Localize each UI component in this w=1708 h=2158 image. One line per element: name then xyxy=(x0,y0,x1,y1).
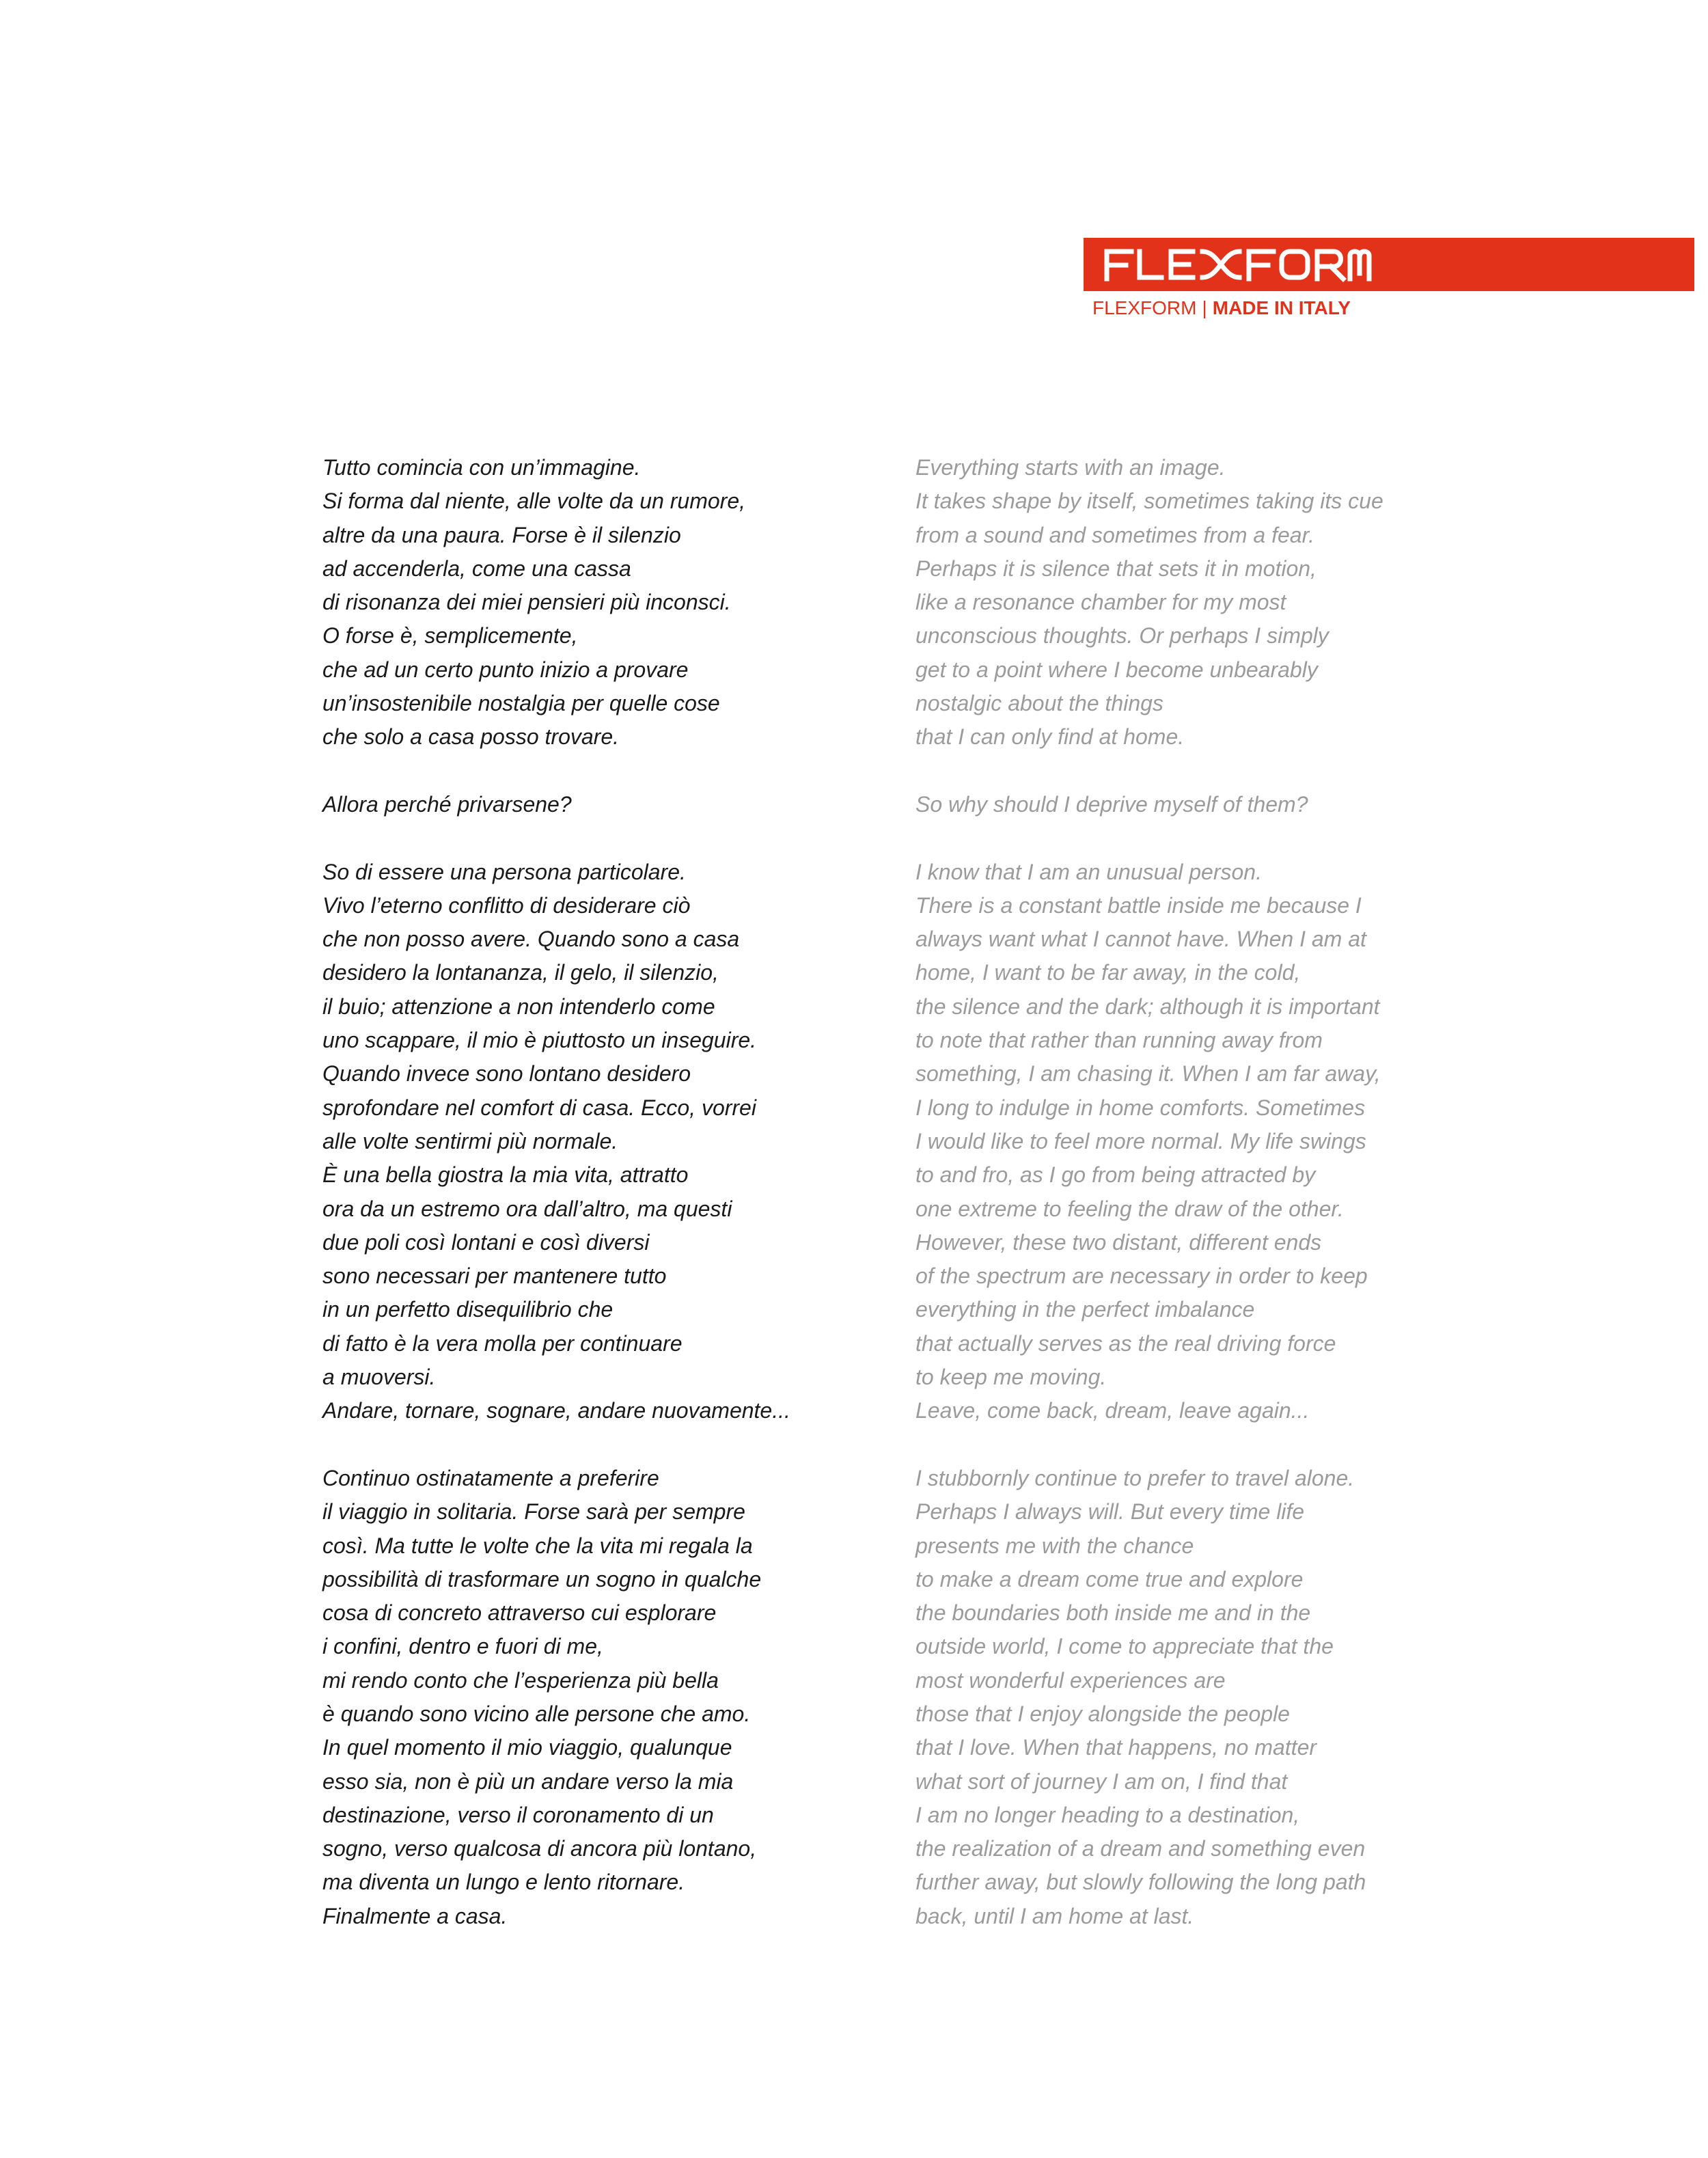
text-line: It takes shape by itself, sometimes taking its cue xyxy=(915,489,1383,514)
text-line: che ad un certo punto inizio a provare xyxy=(322,657,689,682)
text-line: Andare, tornare, sognare, andare nuovamente... xyxy=(322,1398,790,1423)
text-line: uno scappare, il mio è piuttosto un inseguire. xyxy=(322,1028,757,1053)
text-line: to keep me moving. xyxy=(915,1365,1107,1390)
text-line: in un perfetto disequilibrio che xyxy=(322,1297,614,1322)
text-line: un’insostenibile nostalgia per quelle cose xyxy=(322,691,720,716)
text-line: a muoversi. xyxy=(322,1365,436,1390)
text-line: i confini, dentro e fuori di me, xyxy=(322,1634,603,1659)
text-line: everything in the perfect imbalance xyxy=(915,1297,1255,1322)
text-line: unconscious thoughts. Or perhaps I simply xyxy=(915,623,1329,648)
text-line: the realization of a dream and something even xyxy=(915,1836,1366,1861)
text-line: che solo a casa posso trovare. xyxy=(322,724,620,750)
text-line: the silence and the dark; although it is important xyxy=(915,994,1380,1019)
text-line: most wonderful experiences are xyxy=(915,1667,1226,1693)
text-line: that I can only find at home. xyxy=(915,724,1185,750)
text-line: di fatto è la vera molla per continuare xyxy=(322,1330,683,1356)
text-line: il buio; attenzione a non intenderlo come xyxy=(322,994,715,1019)
text-line: destinazione, verso il coronamento di un xyxy=(322,1802,714,1827)
text-line: ma diventa un lungo e lento ritornare. xyxy=(322,1870,685,1895)
text-line: così. Ma tutte le volte che la vita mi regala la xyxy=(322,1533,753,1558)
text-line: nostalgic about the things xyxy=(915,691,1163,716)
text-line: mi rendo conto che l’esperienza più bella xyxy=(322,1667,719,1693)
flexform-logo xyxy=(1103,246,1373,283)
text-line: Everything starts with an image. xyxy=(915,455,1226,480)
text-line: O forse è, semplicemente, xyxy=(322,623,578,648)
text-line: il viaggio in solitaria. Forse sarà per sempre xyxy=(322,1499,745,1525)
text-line: So di essere una persona particolare. xyxy=(322,859,686,884)
italian-paragraph xyxy=(322,451,790,754)
text-line: sono necessari per mantenere tutto xyxy=(322,1264,667,1289)
text-line: I am no longer heading to a destination, xyxy=(915,1802,1300,1827)
english-paragraph xyxy=(915,1462,1383,1933)
text-line: esso sia, non è più un andare verso la mia xyxy=(322,1768,734,1794)
text-line: di risonanza dei miei pensieri più inconsci. xyxy=(322,590,731,615)
tagline-brand: FLEXFORM xyxy=(1092,297,1197,318)
text-line: presents me with the chance xyxy=(915,1533,1194,1558)
text-line: those that I enjoy alongside the people xyxy=(915,1701,1290,1726)
brand-bar xyxy=(1084,238,1694,291)
text-line: ad accenderla, come una cassa xyxy=(322,556,631,581)
text-line: Leave, come back, dream, leave again... xyxy=(915,1398,1310,1423)
text-line: Continuo ostinatamente a preferire xyxy=(322,1465,659,1490)
text-line: back, until I am home at last. xyxy=(915,1903,1194,1928)
english-paragraph xyxy=(915,788,1383,821)
text-line: altre da una paura. Forse è il silenzio xyxy=(322,522,681,547)
text-line: home, I want to be far away, in the cold, xyxy=(915,960,1301,985)
english-paragraph xyxy=(915,451,1383,754)
text-line: due poli così lontani e così diversi xyxy=(322,1229,650,1255)
text-line: ora da un estremo ora dall’altro, ma questi xyxy=(322,1196,732,1221)
text-line: something, I am chasing it. When I am far away, xyxy=(915,1061,1381,1087)
text-line: I know that I am an unusual person. xyxy=(915,859,1262,884)
italian-paragraph xyxy=(322,788,790,821)
text-line: Quando invece sono lontano desidero xyxy=(322,1061,691,1087)
text-line: I would like to feel more normal. My life swings xyxy=(915,1128,1366,1153)
text-line: Allora perché privarsene? xyxy=(322,791,572,817)
text-line: outside world, I come to appreciate that the xyxy=(915,1634,1334,1659)
text-line: sogno, verso qualcosa di ancora più lontano, xyxy=(322,1836,757,1861)
text-line: I long to indulge in home comforts. Sometimes xyxy=(915,1095,1366,1120)
text-line: Tutto comincia con un’immagine. xyxy=(322,455,641,480)
text-line: sprofondare nel comfort di casa. Ecco, vorrei xyxy=(322,1095,756,1120)
text-line: desidero la lontananza, il gelo, il silenzio, xyxy=(322,960,719,985)
tagline-claim: MADE IN ITALY xyxy=(1212,297,1351,318)
text-line: Finalmente a casa. xyxy=(322,1903,508,1928)
text-line: So why should I deprive myself of them? xyxy=(915,791,1308,817)
text-line: che non posso avere. Quando sono a casa xyxy=(322,927,740,952)
text-line: Vivo l’eterno conflitto di desiderare ciò xyxy=(322,892,691,918)
brand-tagline xyxy=(1092,297,1351,320)
text-line: Perhaps I always will. But every time life xyxy=(915,1499,1305,1525)
text-line: to note that rather than running away from xyxy=(915,1028,1323,1053)
text-line: one extreme to feeling the draw of the other. xyxy=(915,1196,1344,1221)
text-line: Si forma dal niente, alle volte da un rumore, xyxy=(322,489,745,514)
italian-paragraph xyxy=(322,856,790,1428)
text-line: However, these two distant, different ends xyxy=(915,1229,1322,1255)
text-line: In quel momento il mio viaggio, qualunque xyxy=(322,1735,732,1760)
text-line: È una bella giostra la mia vita, attratto xyxy=(322,1162,689,1188)
english-paragraph xyxy=(915,856,1383,1428)
text-line: further away, but slowly following the long path xyxy=(915,1870,1366,1895)
tagline-separator: | xyxy=(1202,297,1207,318)
text-line: to and fro, as I go from being attracted by xyxy=(915,1162,1316,1188)
italian-paragraph xyxy=(322,1462,790,1933)
text-line: from a sound and sometimes from a fear. xyxy=(915,522,1314,547)
text-line: the boundaries both inside me and in the xyxy=(915,1600,1311,1626)
text-line: always want what I cannot have. When I am at xyxy=(915,927,1366,952)
italian-text-column xyxy=(322,451,790,1933)
text-line: to make a dream come true and explore xyxy=(915,1566,1304,1592)
text-line: è quando sono vicino alle persone che amo. xyxy=(322,1701,751,1726)
text-line: I stubbornly continue to prefer to travel alone. xyxy=(915,1465,1355,1490)
text-line: like a resonance chamber for my most xyxy=(915,590,1286,615)
text-line: Perhaps it is silence that sets it in motion, xyxy=(915,556,1317,581)
text-line: of the spectrum are necessary in order to keep xyxy=(915,1264,1368,1289)
text-line: that I love. When that happens, no matter xyxy=(915,1735,1317,1760)
text-line: cosa di concreto attraverso cui esplorare xyxy=(322,1600,717,1626)
text-line: There is a constant battle inside me because I xyxy=(915,892,1362,918)
text-line: what sort of journey I am on, I find that xyxy=(915,1768,1288,1794)
english-text-column xyxy=(915,451,1383,1933)
text-line: get to a point where I become unbearably xyxy=(915,657,1318,682)
text-line: possibilità di trasformare un sogno in qualche xyxy=(322,1566,762,1592)
text-line: alle volte sentirmi più normale. xyxy=(322,1128,618,1153)
text-line: that actually serves as the real driving force xyxy=(915,1330,1336,1356)
